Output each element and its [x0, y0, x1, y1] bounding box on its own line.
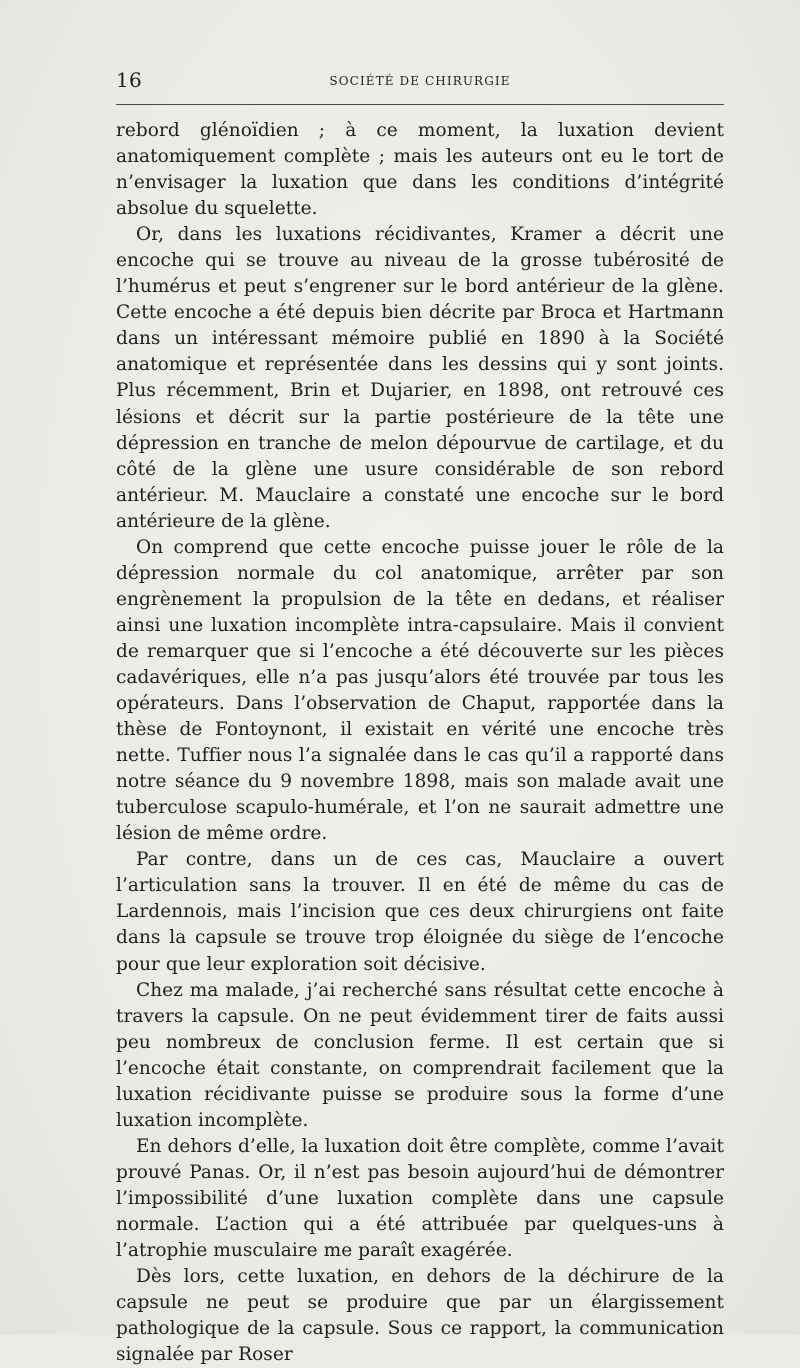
paragraph: Dès lors, cette luxation, en dehors de la déchirure de la capsule ne peut se produire que par un élargissement pathologique de la capsule. Sous ce rapport, la communication signalée par Roser: [116, 1266, 724, 1366]
paragraph: Or, dans les luxations récidivantes, Kramer a décrit une encoche qui se trouve au niveau de la grosse tubérosité de l’humérus et peut s’engrener sur le bord antérieur de la glène. Cette encoche a été depuis bien décrite par Broca et Hartmann dans un intéressant mémoire publié en 1890 à la Société anatomique et représentée dans les dessins qui y sont joints. Plus récemment, Brin et Dujarier, en 1898, ont retrouvé ces lésions et décrit sur la partie postérieure de la tête une dépression en tranche de melon dépourvue de cartilage, et du côté de la glène une usure considérable de son rebord antérieur. M. Mauclaire a constaté une encoche sur le bord antérieure de la glène.: [116, 224, 724, 532]
header-rule: [116, 104, 724, 105]
paragraph-continued: rebord glénoïdien ; à ce moment, la luxation devient anatomiquement complète ; mais les auteurs ont eu le tort de n’envisager la luxation que dans les conditions d’intégrité absolue du squelette.: [116, 120, 724, 220]
paragraph: Chez ma malade, j’ai recherché sans résultat cette encoche à travers la capsule. On ne peut évidemment tirer de faits aussi peu nombreux de conclusion ferme. Il est certain que si l’encoche était constante, on comprendrait facilement que la luxation récidivante puisse se produire sous la forme d’une luxation incomplète.: [116, 979, 724, 1131]
paragraph: On comprend que cette encoche puisse jouer le rôle de la dépression normale du col anatomique, arrêter par son engrènement la propulsion de la tête en dedans, et réaliser ainsi une luxation incomplète intra-capsulaire. Mais il convient de remarquer que si l’encoche a été découverte sur les pièces cadavériques, elle n’a pas jusqu’alors été trouvée par tous les opérateurs. Dans l’observation de Chaput, rapportée dans la thèse de Fontoynont, il existait en vérité une encoche très nette. Tuffier nous l’a signalée dans le cas qu’il a rapporté dans notre séance du 9 novembre 1898, mais son malade avait une tuberculose scapulo-humérale, et l’on ne saurait admettre une lésion de même ordre.: [116, 536, 724, 845]
body-text: [116, 118, 724, 1368]
paragraph: Par contre, dans un de ces cas, Mauclaire a ouvert l’articulation sans la trouver. Il en été de même du cas de Lardennois, mais l’incision que ces deux chirurgiens ont faite dans la capsule se trouve trop éloignée du siège de l’encoche pour que leur exploration soit décisive.: [116, 849, 724, 975]
running-title: SOCIÉTÉ DE CHIRURGIE: [329, 74, 511, 88]
paragraph: En dehors d’elle, la luxation doit être complète, comme l’avait prouvé Panas. Or, il n’est pas besoin aujourd’hui de démontrer l’impossibilité d’une luxation complète dans une capsule normale. L’action qui a été attribuée par quelques-uns à l’atrophie musculaire me paraît exagérée.: [116, 1135, 724, 1262]
page-number: 16: [116, 68, 143, 92]
page-header: [116, 66, 724, 96]
